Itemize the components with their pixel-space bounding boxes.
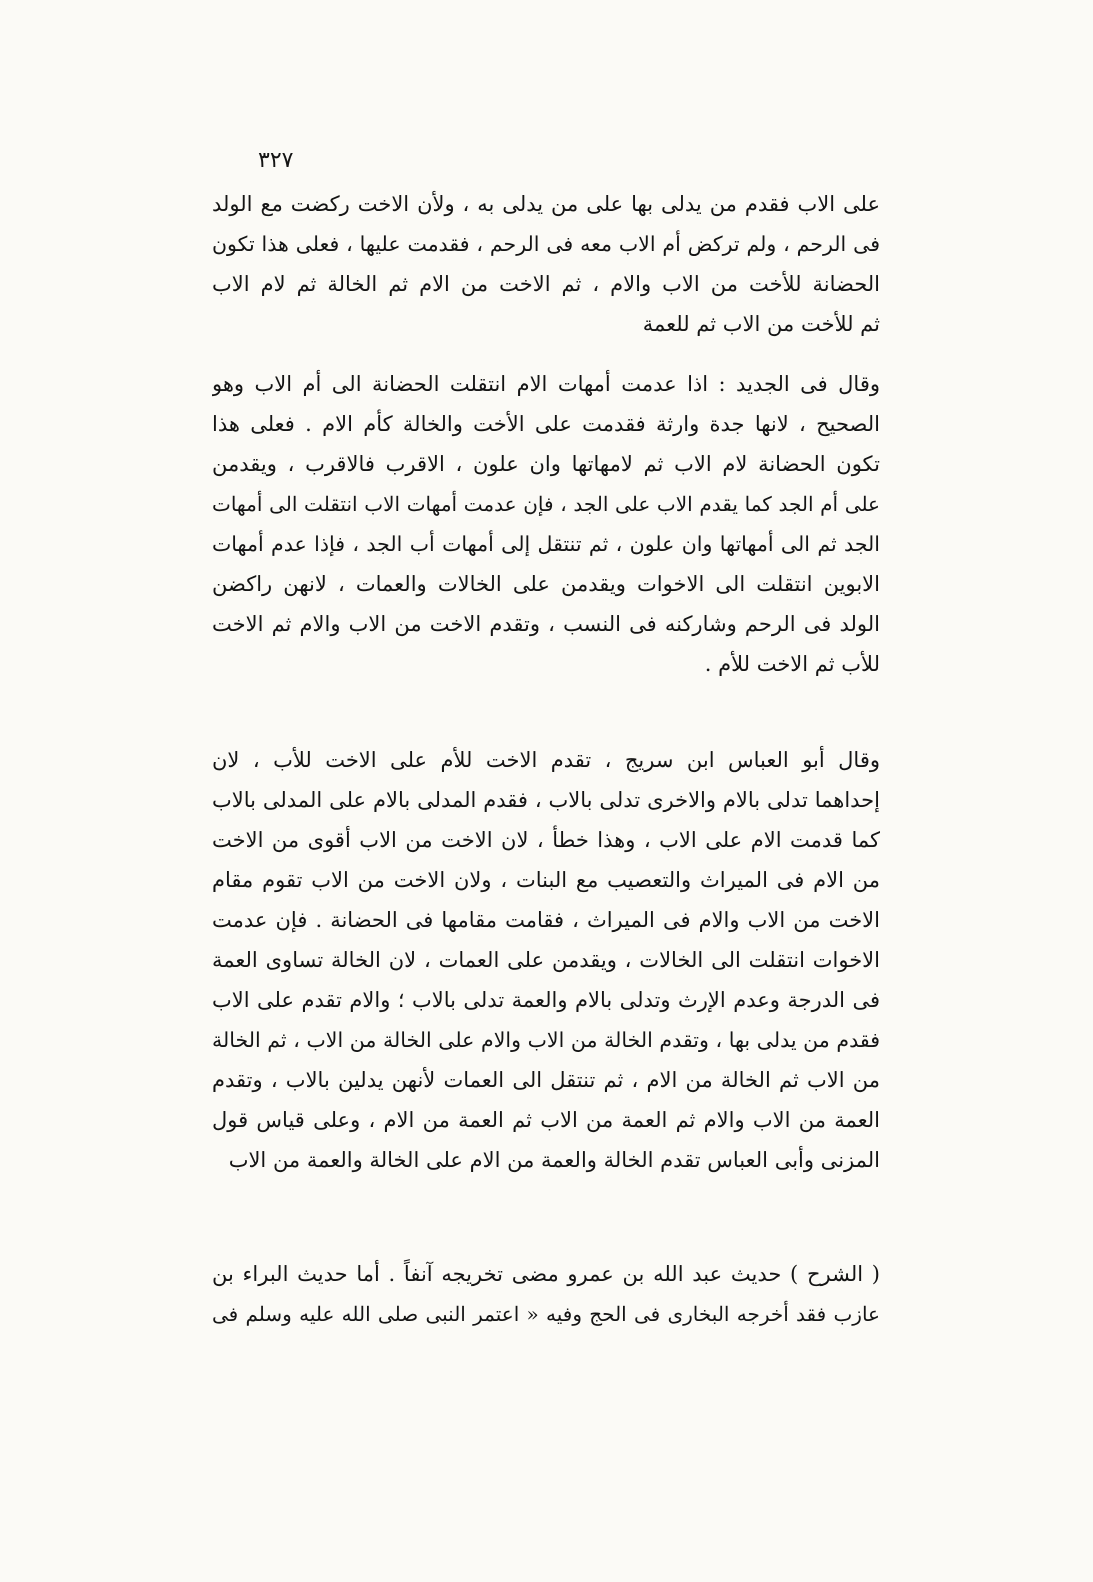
text-line: الابوين انتقلت الى الاخوات ويقدمن على الخالات والعمات ، لانهن راكضن	[212, 572, 880, 596]
text-line: عازب فقد أخرجه البخارى فى الحج وفيه « اعتمر النبى صلى الله عليه وسلم فى	[212, 1302, 880, 1326]
text-line: الاخت من الاب والام فى الميراث ، فقامت مقامها فى الحضانة . فإن عدمت	[212, 908, 880, 932]
text-line: الصحيح ، لانها جدة وارثة فقدمت على الأخت والخالة كأم الام . فعلى هذا	[212, 412, 880, 436]
text-line: كما قدمت الام على الاب ، وهذا خطأ ، لان الاخت من الاب أقوى من الاخت	[212, 828, 880, 852]
text-line: للأب ثم الاخت للأم .	[704, 652, 880, 676]
text-line: الجد ثم الى أمهاتها وان علون ، ثم تنتقل إلى أمهات أب الجد ، فإذا عدم أمهات	[212, 532, 880, 556]
text-line: المزنى وأبى العباس تقدم الخالة والعمة من الام على الخالة والعمة من الاب	[228, 1148, 880, 1172]
text-line: على أم الجد كما يقدم الاب على الجد ، فإن عدمت أمهات الاب انتقلت الى أمهات	[212, 492, 880, 516]
text-line: الحضانة للأخت من الاب والام ، ثم الاخت من الام ثم الخالة ثم لام الاب	[212, 272, 880, 296]
paragraph-hadana-order	[212, 184, 880, 344]
text-line: تكون الحضانة لام الاب ثم لامهاتها وان علون ، الاقرب فالاقرب ، ويقدمن	[212, 452, 880, 476]
text-line: إحداهما تدلى بالام والاخرى تدلى بالاب ، فقدم المدلى بالام على المدلى بالاب	[212, 788, 880, 812]
text-line: العمة من الاب والام ثم العمة من الاب ثم العمة من الام ، وعلى قياس قول	[212, 1108, 880, 1132]
text-line: الاخوات انتقلت الى الخالات ، ويقدمن على العمات ، لان الخالة تساوى العمة	[212, 948, 880, 972]
paragraph-commentary	[212, 1254, 880, 1334]
text-line: من الاب ثم الخالة من الام ، ثم تنتقل الى العمات لأنهن يدلين بالاب ، وتقدم	[212, 1068, 880, 1092]
text-line: من الام فى الميراث والتعصيب مع البنات ، ولان الاخت من الاب تقوم مقام	[212, 868, 880, 892]
text-line: وقال فى الجديد : اذا عدمت أمهات الام انتقلت الحضانة الى أم الاب وهو	[212, 372, 880, 396]
paragraph-new-opinion	[212, 364, 880, 684]
paragraph-ibn-surayj	[212, 740, 880, 1180]
text-line: ثم للأخت من الاب ثم للعمة	[642, 312, 880, 336]
text-line: ( الشرح ) حديث عبد الله بن عمرو مضى تخريجه آنفاً . أما حديث البراء بن	[212, 1262, 880, 1286]
text-line: وقال أبو العباس ابن سريج ، تقدم الاخت للأم على الاخت للأب ، لان	[212, 748, 880, 772]
page-number: ٣٢٧	[258, 148, 294, 173]
text-line: فقدم من يدلى بها ، وتقدم الخالة من الاب والام على الخالة من الاب ، ثم الخالة	[212, 1028, 880, 1052]
text-line: على الاب فقدم من يدلى بها على من يدلى به ، ولأن الاخت ركضت مع الولد	[212, 192, 880, 216]
text-line: فى الرحم ، ولم تركض أم الاب معه فى الرحم ، فقدمت عليها ، فعلى هذا تكون	[212, 232, 880, 256]
text-line: فى الدرجة وعدم الإرث وتدلى بالام والعمة تدلى بالاب ؛ والام تقدم على الاب	[212, 988, 880, 1012]
text-line: الولد فى الرحم وشاركنه فى النسب ، وتقدم الاخت من الاب والام ثم الاخت	[212, 612, 880, 636]
